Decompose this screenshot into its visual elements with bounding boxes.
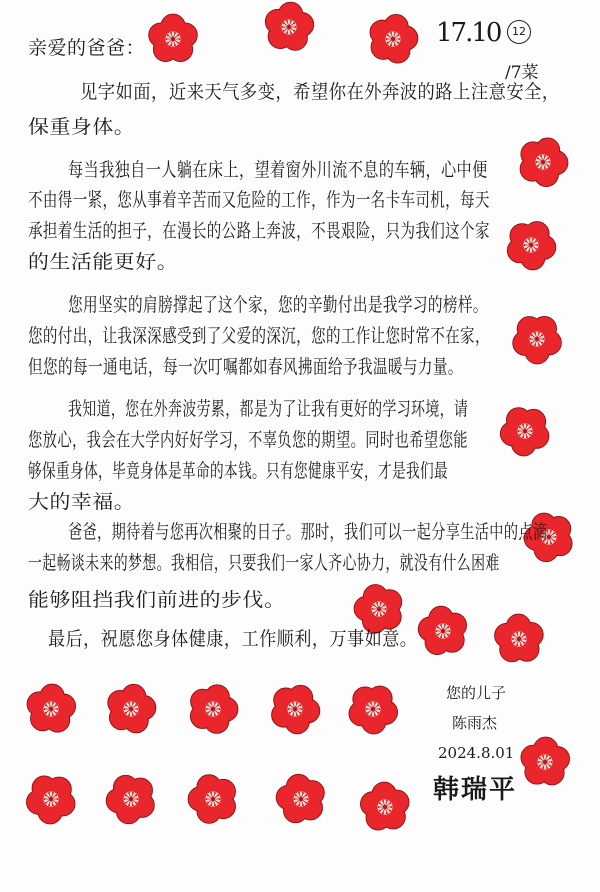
letter-line: 爸爸，期待着与您再次相聚的日子。那时，我们可以一起分享生活中的点滴 [68,521,548,543]
letter-line: 的生活能更好。 [28,251,179,273]
closing-name: 陈雨杰 [452,714,498,732]
letter-line: 一起畅谈未来的梦想。我相信，只要我们一家人齐心协力，就没有什么困难 [28,552,500,574]
letter-line: 但您的每一通电话，每一次叮嘱都如春风拂面给予我温暖与力量。 [28,356,463,378]
letter-line: 承担着生活的担子，在漫长的公路上奔波，不畏艰险，只为我们这个家 [28,220,490,242]
plum-blossom-icon [496,402,554,460]
closing-date: 2024.8.01 [438,744,515,762]
grade-score: 17.10 [436,18,501,48]
plum-blossom-icon [184,770,242,828]
letter-line: 每当我独自一人躺在床上，望着窗外川流不息的车辆，心中便 [68,159,488,181]
plum-blossom-icon [508,310,566,368]
plum-blossom-icon [514,133,572,191]
grade-note: /7菜 [505,63,539,83]
letter-line: 大的幸福。 [28,491,136,513]
letter-line: 您放心，我会在大学内好好学习，不辜负您的期望。同时也希望您能 [28,429,468,451]
plum-blossom-icon [22,680,80,738]
letter-line: 保重身体。 [28,116,136,138]
plum-blossom-icon [266,680,324,738]
plum-blossom-icon [260,0,318,56]
plum-blossom-icon [272,770,330,828]
plum-blossom-icon [144,10,202,68]
plum-blossom-icon [414,602,472,660]
plum-blossom-icon [102,770,160,828]
handwritten-signature: 韩瑞平 [433,775,518,805]
plum-blossom-icon [22,770,80,828]
plum-blossom-icon [184,680,242,738]
letter-line: 不由得一紧，您从事着辛苦而又危险的工作，作为一名卡车司机，每天 [28,189,490,211]
letter-line: 我知道，您在外奔波劳累，都是为了让我有更好的学习环境，请 [68,398,469,420]
letter-line: 最后，祝愿您身体健康，工作顺利，万事如意。 [48,628,418,650]
letter-greeting: 亲爱的爸爸： [28,37,146,59]
letter-line: 您用坚实的肩膀撑起了这个家，您的辛勤付出是我学习的榜样。 [68,294,488,316]
plum-blossom-icon [102,680,160,738]
letter-line: 够保重身体，毕竟身体是革命的本钱。只有您健康平安，才是我们最 [28,460,449,482]
letter-line: 您的付出，让我深深感受到了父爱的深沉，您的工作让您时常不在家， [28,325,490,347]
closing-relation: 您的儿子 [446,684,507,702]
grade-circle: 12 [507,20,531,44]
plum-blossom-icon [490,610,548,668]
plum-blossom-icon [364,10,422,68]
plum-blossom-icon [502,216,560,274]
letter-line: 见字如面，近来天气多变，希望你在外奔波的路上注意安全， [80,81,560,103]
plum-blossom-icon [516,733,574,791]
plum-blossom-icon [344,680,402,738]
letter-line: 能够阻挡我们前进的步伐。 [28,589,286,611]
plum-blossom-icon [356,778,414,836]
